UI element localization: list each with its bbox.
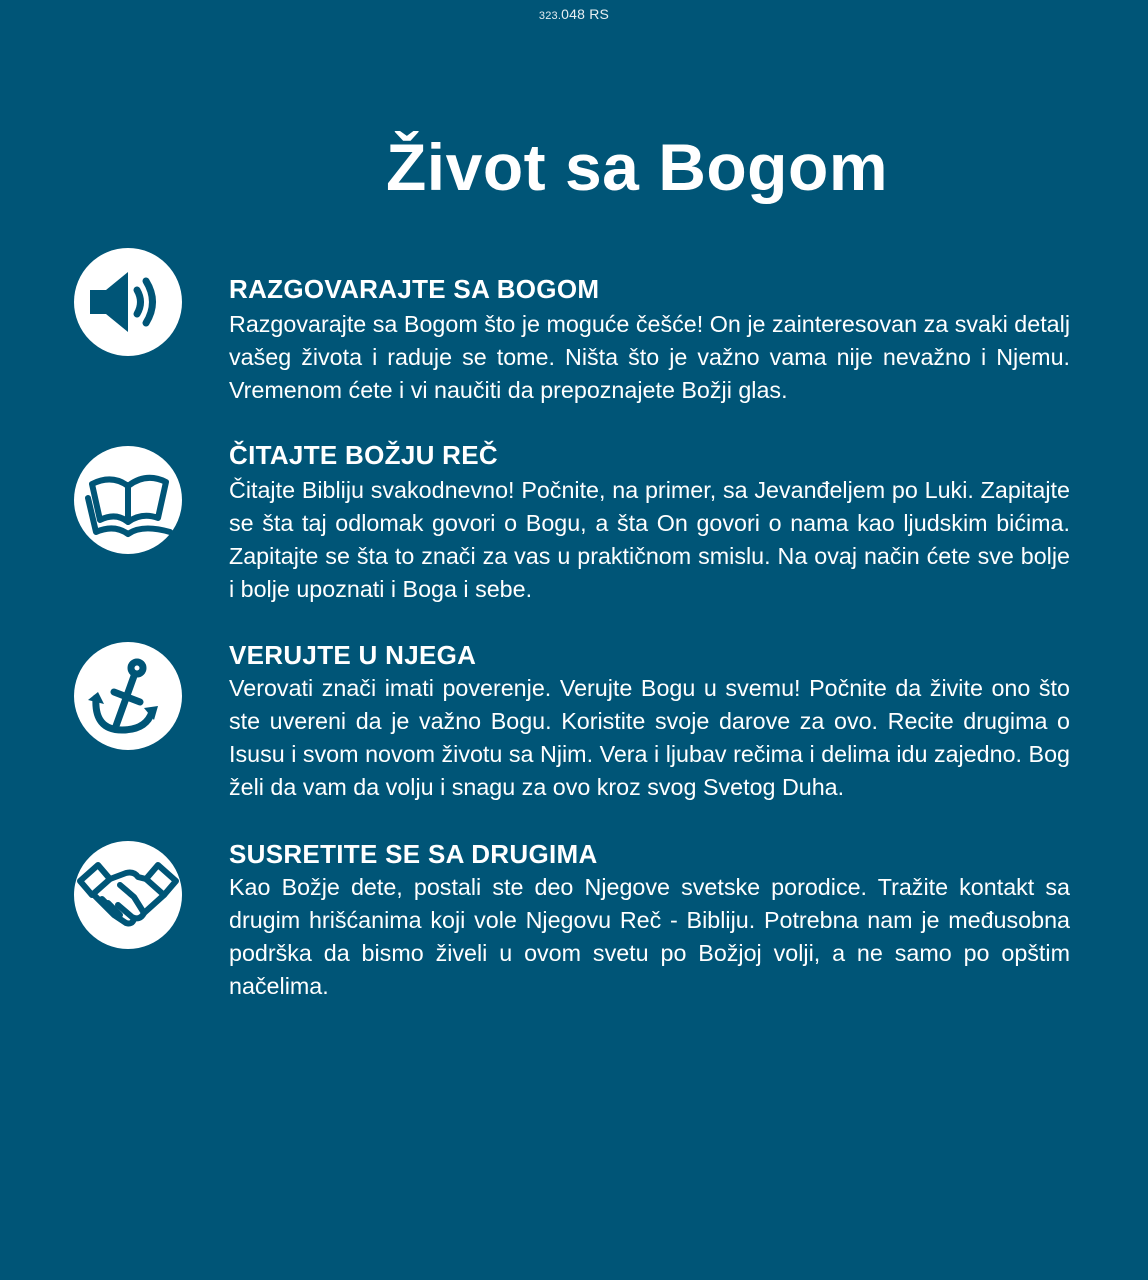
page-code-number: 048 — [561, 6, 586, 22]
section-heading: SUSRETITE SE SA DRUGIMA — [229, 839, 598, 869]
section-heading: RAZGOVARAJTE SA BOGOM — [229, 274, 600, 304]
section-heading: ČITAJTE BOŽJU REČ — [229, 440, 498, 470]
page-title: Život sa Bogom — [385, 130, 889, 204]
section-body: Razgovarajte sa Bogom što je moguće češće! On je zainteresovan za svaki detalj vašeg života i raduje se tome. Ništa što je važno vama nije nevažno i Njemu. Vremenom ćete i vi naučiti da prepoznajete Božji glas. — [229, 311, 1070, 403]
open-book-icon — [74, 446, 182, 554]
section-body: Kao Božje dete, postali ste deo Njegove svetske porodice. Tražite kontakt sa drugim hrišćanima koji vole Njegovu Reč - Bibliju. Potrebna nam je međusobna podrška da bismo živeli u ovom svetu po Božjoj volji, a ne samo po opštim načelima. — [229, 874, 1070, 999]
page-code-prefix: 323. — [538, 10, 562, 22]
handshake-icon — [74, 841, 182, 949]
section-heading: VERUJTE U NJEGA — [229, 640, 477, 670]
section-body: Čitajte Bibliju svakodnevno! Počnite, na primer, sa Jevanđeljem po Luki. Zapitajte se šta taj odlomak govori o Bogu, a šta On govori o nama kao ljudskim bićima. Zapitajte se šta to znači za vas u praktičnom smislu. Na ovaj način ćete sve bolje i bolje upoznati i Boga i sebe. — [229, 477, 1070, 602]
page-code — [0, 6, 1148, 22]
page-code-suffix: RS — [585, 6, 610, 22]
speaker-icon — [74, 248, 182, 356]
anchor-icon — [74, 642, 182, 750]
section-body: Verovati znači imati poverenje. Verujte Bogu u svemu! Počnite da živite ono što ste uvereni da je važno Bogu. Koristite svoje darove za ovo. Recite drugima o Isusu i svom novom životu sa Njim. Vera i ljubav rečima i delima idu zajedno. Bog želi da vam da volju i snagu za ovo kroz svog Svetog Duha. — [229, 675, 1070, 800]
